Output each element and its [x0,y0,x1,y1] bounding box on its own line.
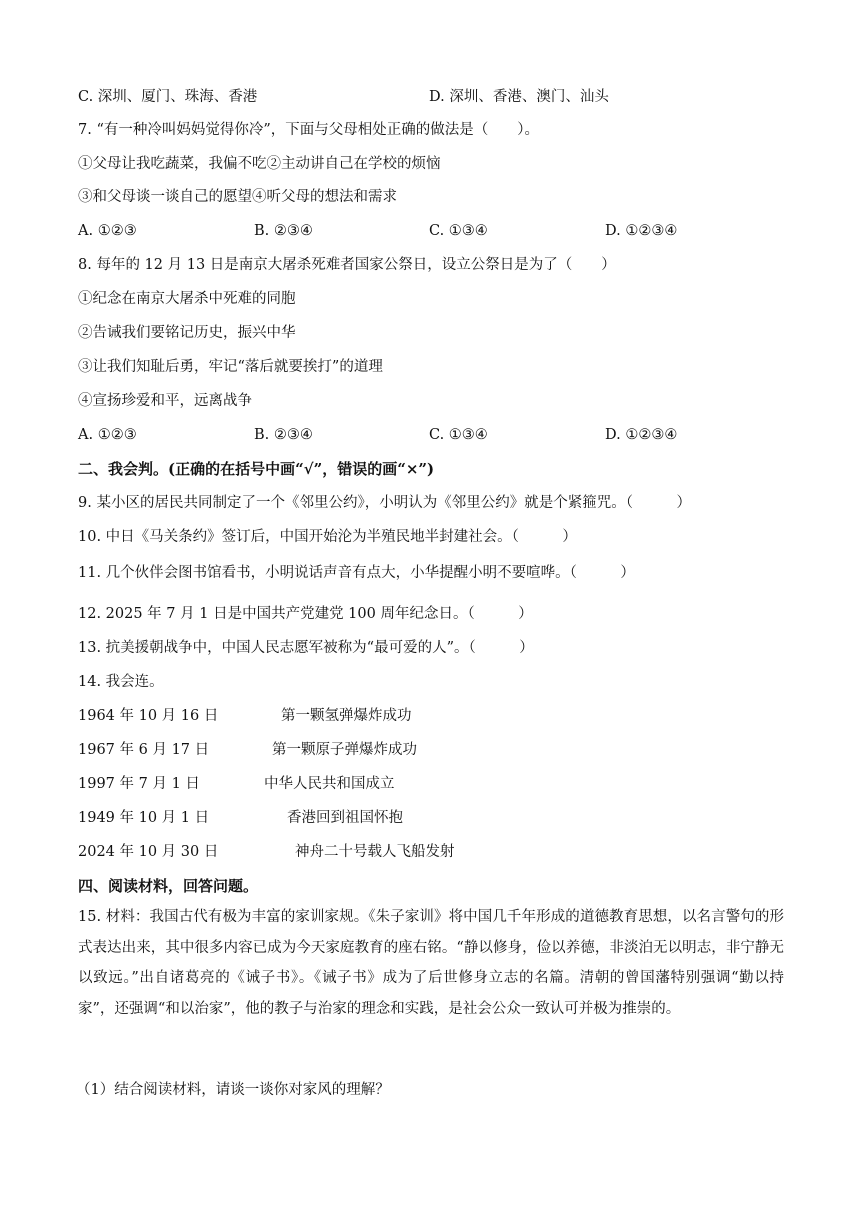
q14-event-2: 第一颗原子弹爆炸成功 [272,742,417,758]
q14-event-4: 香港回到祖国怀抱 [287,810,403,826]
q6-option-d: D. 深圳、香港、澳门、汕头 [429,89,609,105]
q8-option-c: C. ①③④ [429,427,488,443]
q7-item-1: ①父母让我吃蔬菜，我偏不吃②主动讲自己在学校的烦恼 [78,156,441,172]
q14-event-5: 神舟二十号载人飞船发射 [295,844,455,860]
q14-date-3: 1997 年 7 月 1 日 [78,776,200,792]
q15-subquestion-1: （1）结合阅读材料，请谈一谈你对家风的理解？ [76,1082,390,1098]
q8-item-4: ④宣扬珍爱和平，远离战争 [78,393,252,409]
section-2-title: 二、我会判。(正确的在括号中画“√”，错误的画“×”) [78,460,435,478]
q7-option-b: B. ②③④ [254,223,313,239]
q7-stem: 7. “有一种冷叫妈妈觉得你冷”，下面与父母相处正确的做法是（ ）。 [78,122,540,138]
q14-date-2: 1967 年 6 月 17 日 [78,742,210,758]
q8-item-3: ③让我们知耻后勇，牢记“落后就要挨打”的道理 [78,359,383,375]
q8-option-d: D. ①②③④ [605,427,678,443]
q8-item-2: ②告诫我们要铭记历史，振兴中华 [78,325,296,341]
q11: 11. 几个伙伴会图书馆看书，小明说话声音有点大，小华提醒小明不要喧哗。（ ） [78,565,635,581]
q9: 9. 某小区的居民共同制定了一个《邻里公约》，小明认为《邻里公约》就是个紧箍咒。（ ） [78,495,691,511]
q8-item-1: ①纪念在南京大屠杀中死难的同胞 [78,291,296,307]
q15-material: 15. 材料：我国古代有极为丰富的家训家规。《朱子家训》将中国几千年形成的道德教育思想，以名言警句的形式表达出来，其中很多内容已成为今天家庭教育的座右铭。“静以修身，俭以养德，非淡泊无以明志，非宁静无以致远。”出自诸葛亮的《诫子书》。《诫子书》成为了后世修身立志的名篇。清朝的曾国藩特别强调“勤以持家”，还强调“和以治家”，他的教子与治家的理念和实践，是社会公众一致认可并极为推崇的。 [78,909,784,1017]
q8-option-a: A. ①②③ [78,427,137,443]
section-4-title: 四、阅读材料，回答问题。 [78,877,259,895]
q14-event-3: 中华人民共和国成立 [264,776,395,792]
q14-date-5: 2024 年 10 月 30 日 [78,844,219,860]
q10: 10. 中日《马关条约》签订后，中国开始沦为半殖民地半封建社会。（ ） [78,529,577,545]
q7-option-d: D. ①②③④ [605,223,678,239]
q14-date-4: 1949 年 10 月 1 日 [78,810,210,826]
q8-stem: 8. 每年的 12 月 13 日是南京大屠杀死难者国家公祭日，设立公祭日是为了（ ） [78,257,616,273]
q7-option-c: C. ①③④ [429,223,488,239]
q7-option-a: A. ①②③ [78,223,137,239]
q14-event-1: 第一颗氢弹爆炸成功 [281,708,412,724]
q13: 13. 抗美援朝战争中，中国人民志愿军被称为“最可爱的人”。（ ） [78,640,534,656]
q7-item-2: ③和父母谈一谈自己的愿望④听父母的想法和需求 [78,189,397,205]
q12: 12. 2025 年 7 月 1 日是中国共产党建党 100 周年纪念日。（ ） [78,606,533,622]
q8-option-b: B. ②③④ [254,427,313,443]
q14-stem: 14. 我会连。 [78,674,164,690]
q14-date-1: 1964 年 10 月 16 日 [78,708,219,724]
q6-option-c: C. 深圳、厦门、珠海、香港 [78,89,258,105]
